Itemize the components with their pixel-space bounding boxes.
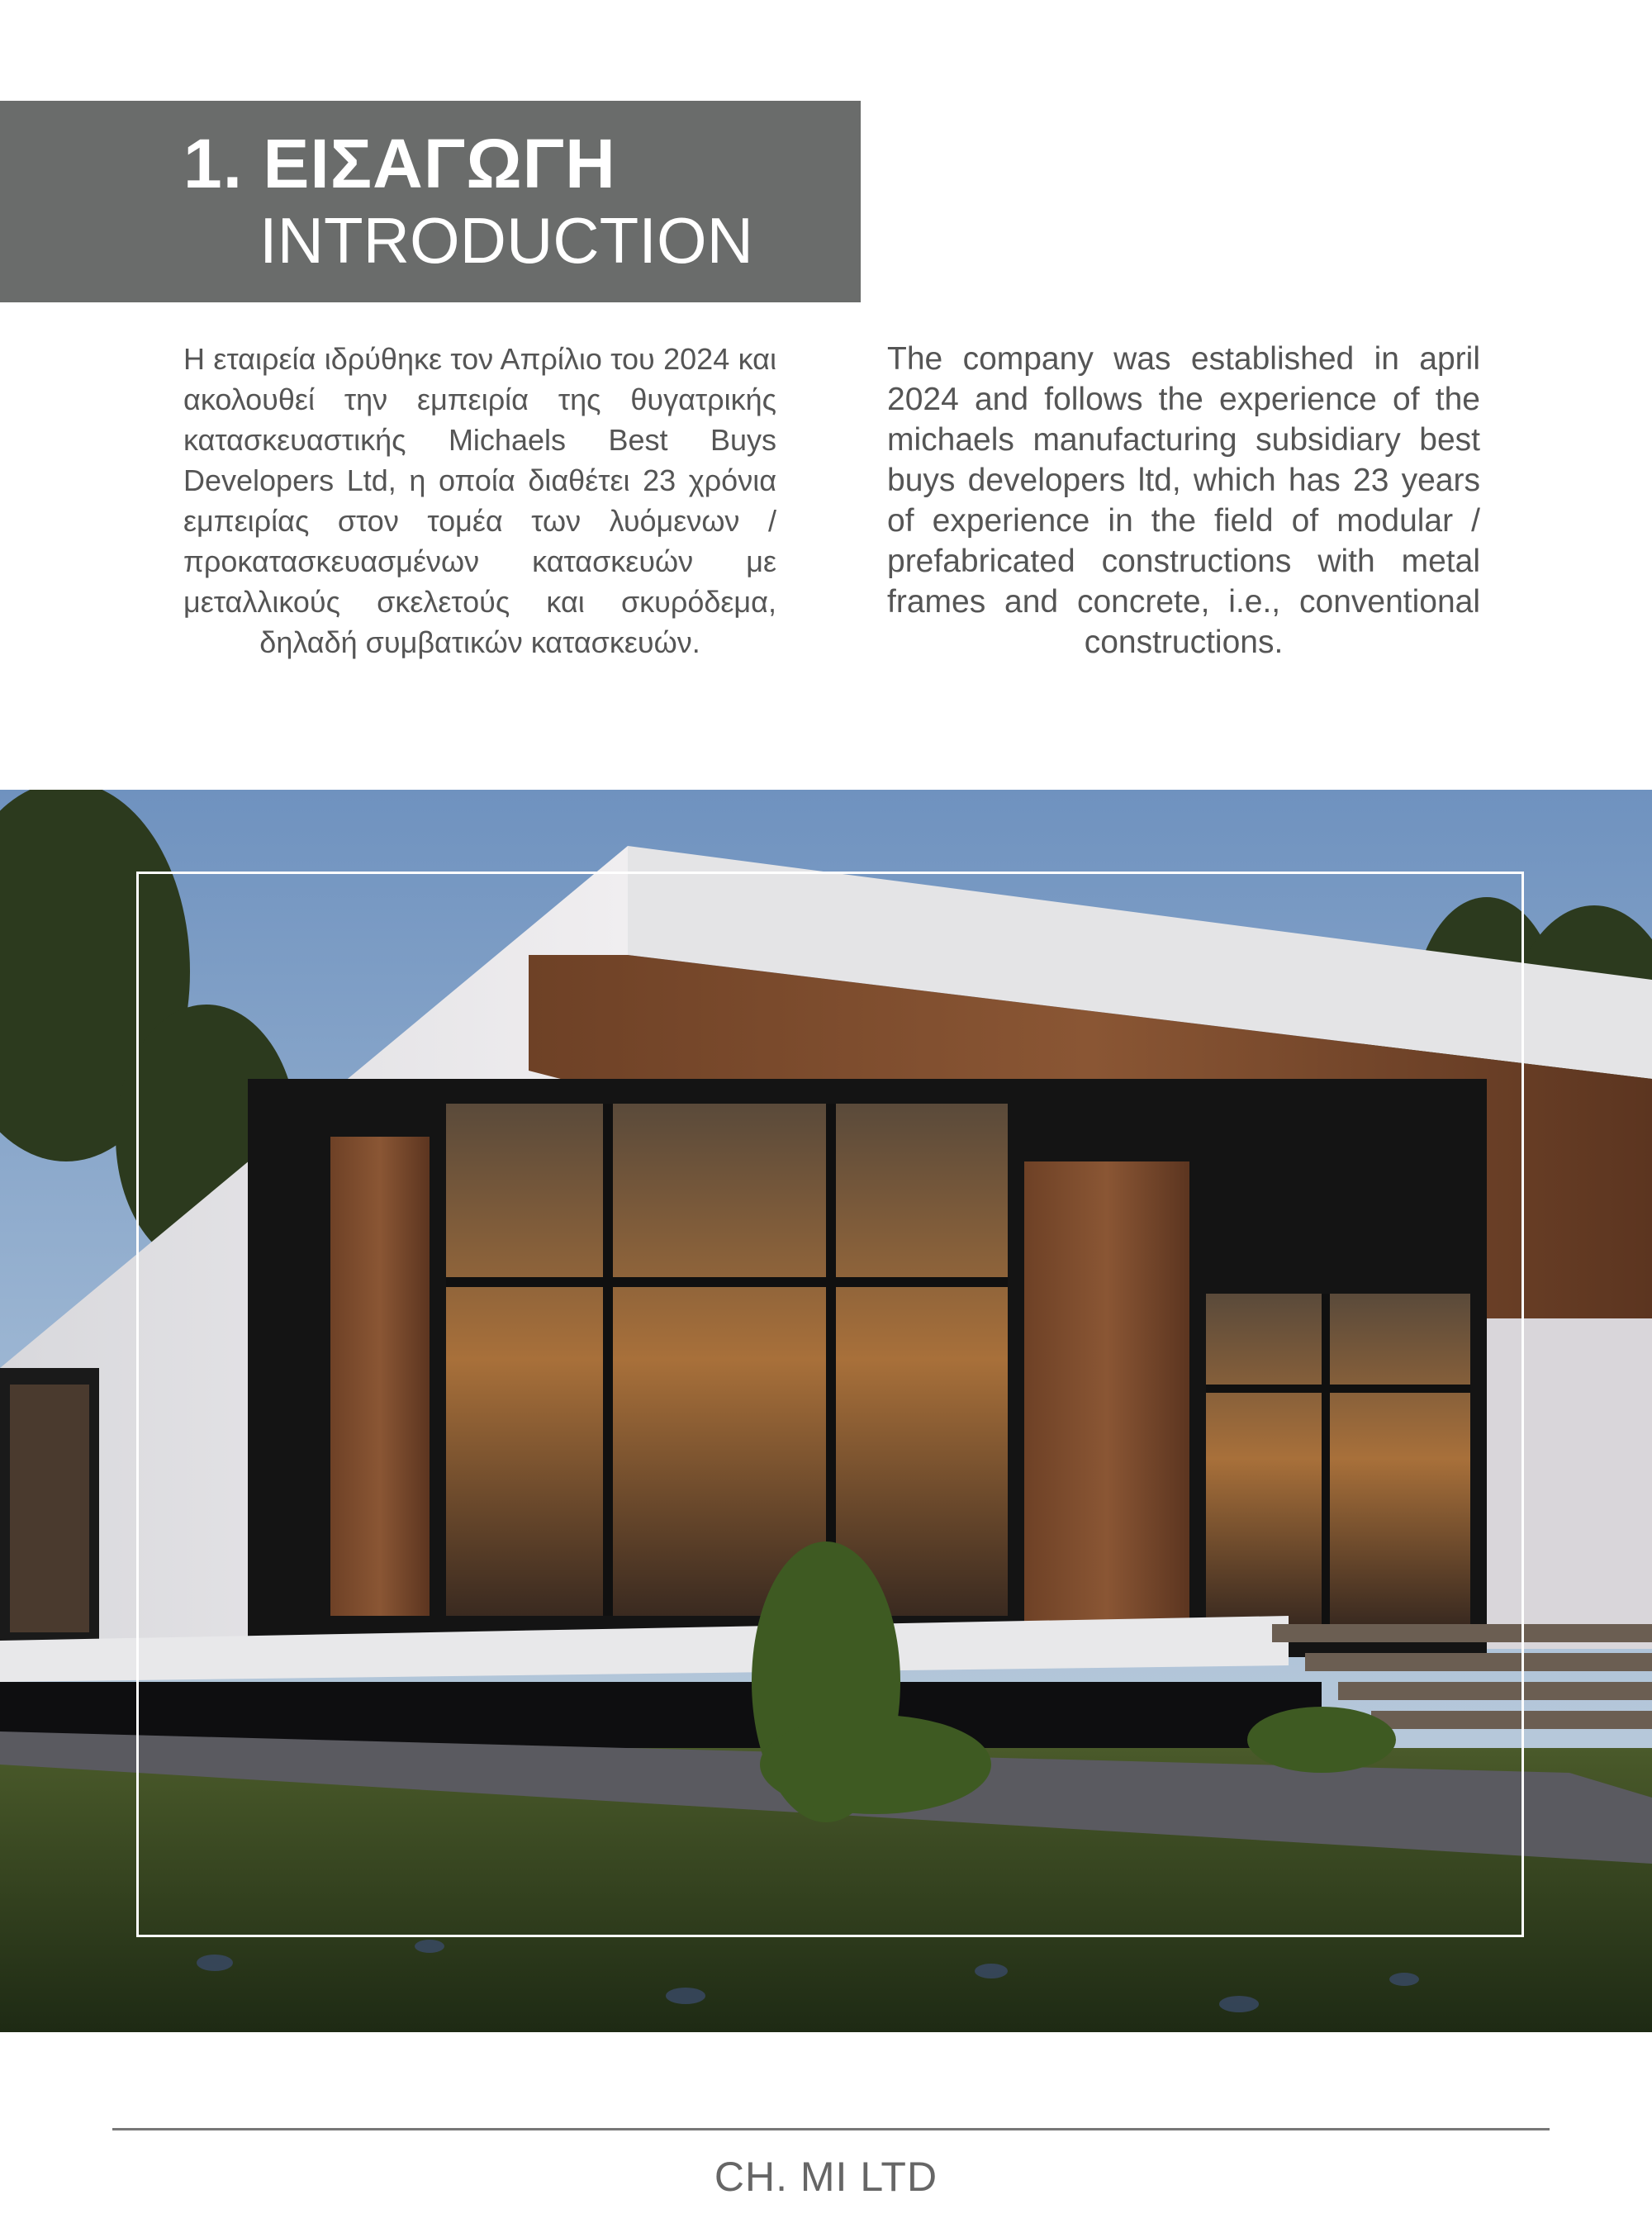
footer-divider [112, 2128, 1550, 2130]
section-title: 1. ΕΙΣΑΓΩΓΗ [183, 125, 616, 202]
intro-text-english: The company was established in april 2024 and follows the experience of the michaels manufacturing subsidiary best buys developers ltd, which has 23 years of experience in the field of modular / prefabricated constructions with metal frames and concrete, i.e., conventional constructions. [887, 341, 1480, 660]
section-subtitle: INTRODUCTION [259, 204, 753, 277]
footer-company-name: CH. MI LTD [714, 2154, 938, 2200]
intro-text-greek: Η εταιρεία ιδρύθηκε τον Απρίλιο του 2024 και ακολουθεί την εμπειρία της θυγατρικής κατασκευαστικής Michaels Best Buys Developers Ltd, η οποία διαθέτει 23 χρόνια εμπειρίας στον τομέα των λυόμενων / προκατασκευασμένων κατασκευών με μεταλλικούς σκελετούς και σκυρόδεμα, δηλαδή συμβατικών κατασκευών. [183, 342, 776, 659]
photo-frame [136, 872, 1524, 1937]
